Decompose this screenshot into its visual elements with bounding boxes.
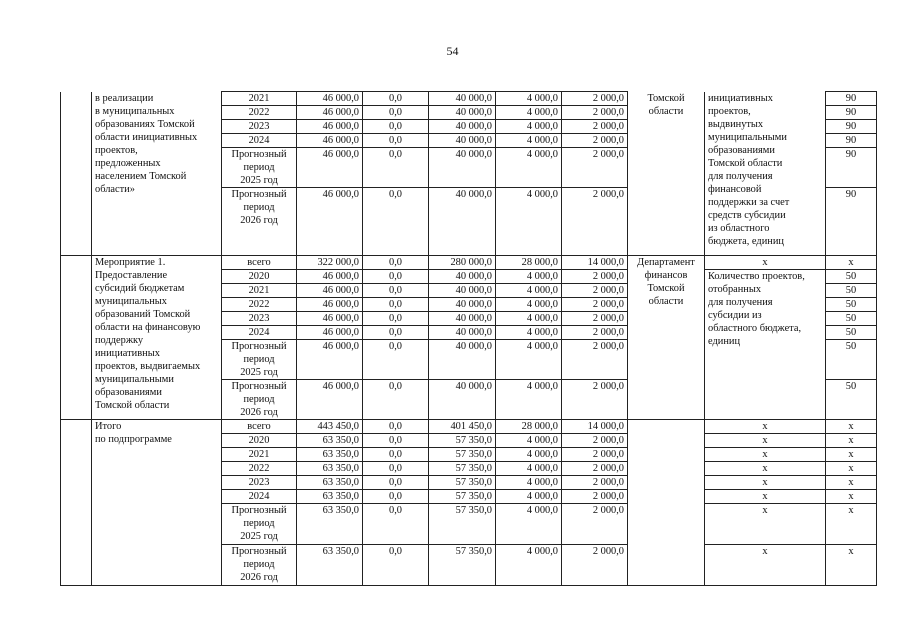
extra-cell: 14 000,0 bbox=[562, 256, 628, 270]
value-cell: 90 bbox=[826, 188, 877, 256]
total-cell: 63 350,0 bbox=[297, 434, 363, 448]
total-cell: 63 350,0 bbox=[297, 490, 363, 504]
year-cell: 2024 bbox=[222, 490, 297, 504]
value-cell: x bbox=[826, 420, 877, 434]
value-cell: x bbox=[826, 504, 877, 545]
reg-cell: 40 000,0 bbox=[429, 134, 496, 148]
mun-cell: 4 000,0 bbox=[496, 380, 562, 420]
budget-table bbox=[60, 91, 877, 586]
year-cell: Прогнозный период 2026 год bbox=[222, 545, 297, 586]
total-cell: 63 350,0 bbox=[297, 448, 363, 462]
total-cell: 46 000,0 bbox=[297, 298, 363, 312]
mun-cell: 4 000,0 bbox=[496, 448, 562, 462]
value-cell: 90 bbox=[826, 134, 877, 148]
extra-cell: 2 000,0 bbox=[562, 298, 628, 312]
extra-cell: 2 000,0 bbox=[562, 270, 628, 284]
mun-cell: 4 000,0 bbox=[496, 434, 562, 448]
mun-cell: 4 000,0 bbox=[496, 504, 562, 545]
extra-cell: 2 000,0 bbox=[562, 434, 628, 448]
value-cell: x bbox=[826, 448, 877, 462]
total-cell: 46 000,0 bbox=[297, 106, 363, 120]
indicator-cell: x bbox=[705, 448, 826, 462]
extra-cell: 2 000,0 bbox=[562, 462, 628, 476]
reg-cell: 40 000,0 bbox=[429, 380, 496, 420]
fed-cell: 0,0 bbox=[363, 545, 429, 586]
table-row bbox=[61, 92, 877, 106]
value-cell: x bbox=[826, 476, 877, 490]
total-cell: 63 350,0 bbox=[297, 545, 363, 586]
mun-cell: 4 000,0 bbox=[496, 106, 562, 120]
extra-cell: 2 000,0 bbox=[562, 476, 628, 490]
indicator-cell: x bbox=[705, 545, 826, 586]
mun-cell: 4 000,0 bbox=[496, 270, 562, 284]
fed-cell: 0,0 bbox=[363, 312, 429, 326]
fed-cell: 0,0 bbox=[363, 476, 429, 490]
fed-cell: 0,0 bbox=[363, 490, 429, 504]
total-cell: 443 450,0 bbox=[297, 420, 363, 434]
fed-cell: 0,0 bbox=[363, 120, 429, 134]
indicator-cell: x bbox=[705, 504, 826, 545]
total-cell: 63 350,0 bbox=[297, 462, 363, 476]
mun-cell: 4 000,0 bbox=[496, 462, 562, 476]
indicator-cell: x bbox=[705, 490, 826, 504]
extra-cell: 2 000,0 bbox=[562, 545, 628, 586]
value-cell: 90 bbox=[826, 148, 877, 188]
value-cell: x bbox=[826, 490, 877, 504]
value-cell: 90 bbox=[826, 120, 877, 134]
extra-cell: 2 000,0 bbox=[562, 92, 628, 106]
table-row bbox=[61, 256, 877, 270]
extra-cell: 2 000,0 bbox=[562, 106, 628, 120]
fed-cell: 0,0 bbox=[363, 106, 429, 120]
reg-cell: 40 000,0 bbox=[429, 188, 496, 256]
year-cell: Прогнозный период 2025 год bbox=[222, 504, 297, 545]
fed-cell: 0,0 bbox=[363, 380, 429, 420]
fed-cell: 0,0 bbox=[363, 284, 429, 298]
mun-cell: 4 000,0 bbox=[496, 148, 562, 188]
mun-cell: 4 000,0 bbox=[496, 326, 562, 340]
extra-cell: 2 000,0 bbox=[562, 284, 628, 298]
reg-cell: 401 450,0 bbox=[429, 420, 496, 434]
year-cell: 2021 bbox=[222, 448, 297, 462]
value-cell: 50 bbox=[826, 312, 877, 326]
mun-cell: 4 000,0 bbox=[496, 312, 562, 326]
reg-cell: 57 350,0 bbox=[429, 448, 496, 462]
year-cell: 2020 bbox=[222, 270, 297, 284]
fed-cell: 0,0 bbox=[363, 92, 429, 106]
reg-cell: 40 000,0 bbox=[429, 148, 496, 188]
reg-cell: 57 350,0 bbox=[429, 490, 496, 504]
indicator-cell: x bbox=[705, 420, 826, 434]
indicator-cell: x bbox=[705, 462, 826, 476]
value-cell: x bbox=[826, 434, 877, 448]
year-cell: 2024 bbox=[222, 134, 297, 148]
mun-cell: 4 000,0 bbox=[496, 134, 562, 148]
year-cell: 2022 bbox=[222, 298, 297, 312]
reg-cell: 57 350,0 bbox=[429, 462, 496, 476]
reg-cell: 40 000,0 bbox=[429, 106, 496, 120]
reg-cell: 280 000,0 bbox=[429, 256, 496, 270]
total-cell: 63 350,0 bbox=[297, 504, 363, 545]
total-cell: 46 000,0 bbox=[297, 312, 363, 326]
indicator-cell: x bbox=[705, 256, 826, 270]
number-cell bbox=[61, 92, 92, 256]
total-cell: 46 000,0 bbox=[297, 380, 363, 420]
mun-cell: 4 000,0 bbox=[496, 490, 562, 504]
mun-cell: 4 000,0 bbox=[496, 92, 562, 106]
mun-cell: 28 000,0 bbox=[496, 256, 562, 270]
extra-cell: 2 000,0 bbox=[562, 134, 628, 148]
indicator-cell: Количество проектов, отобранных для получения субсидии из областного бюджета, единиц bbox=[705, 270, 826, 420]
year-cell: 2024 bbox=[222, 326, 297, 340]
fed-cell: 0,0 bbox=[363, 448, 429, 462]
mun-cell: 4 000,0 bbox=[496, 284, 562, 298]
section-label: Итого по подпрограмме bbox=[92, 420, 222, 586]
year-cell: 2021 bbox=[222, 284, 297, 298]
table-row bbox=[61, 420, 877, 434]
extra-cell: 2 000,0 bbox=[562, 312, 628, 326]
reg-cell: 40 000,0 bbox=[429, 92, 496, 106]
page-number: 54 bbox=[446, 44, 459, 58]
total-cell: 63 350,0 bbox=[297, 476, 363, 490]
year-cell: Прогнозный период 2026 год bbox=[222, 188, 297, 256]
reg-cell: 57 350,0 bbox=[429, 504, 496, 545]
extra-cell: 2 000,0 bbox=[562, 326, 628, 340]
value-cell: x bbox=[826, 462, 877, 476]
number-cell bbox=[61, 420, 92, 586]
value-cell: x bbox=[826, 545, 877, 586]
fed-cell: 0,0 bbox=[363, 434, 429, 448]
reg-cell: 40 000,0 bbox=[429, 284, 496, 298]
value-cell: 90 bbox=[826, 106, 877, 120]
reg-cell: 40 000,0 bbox=[429, 340, 496, 380]
fed-cell: 0,0 bbox=[363, 270, 429, 284]
reg-cell: 57 350,0 bbox=[429, 545, 496, 586]
value-cell: 50 bbox=[826, 270, 877, 284]
year-cell: Прогнозный период 2026 год bbox=[222, 380, 297, 420]
total-cell: 46 000,0 bbox=[297, 340, 363, 380]
extra-cell: 2 000,0 bbox=[562, 448, 628, 462]
mun-cell: 28 000,0 bbox=[496, 420, 562, 434]
indicator-cell: x bbox=[705, 476, 826, 490]
value-cell: 50 bbox=[826, 298, 877, 312]
extra-cell: 2 000,0 bbox=[562, 490, 628, 504]
mun-cell: 4 000,0 bbox=[496, 120, 562, 134]
extra-cell: 2 000,0 bbox=[562, 188, 628, 256]
fed-cell: 0,0 bbox=[363, 462, 429, 476]
total-cell: 46 000,0 bbox=[297, 134, 363, 148]
total-cell: 46 000,0 bbox=[297, 148, 363, 188]
year-cell: 2023 bbox=[222, 312, 297, 326]
year-cell: всего bbox=[222, 256, 297, 270]
year-cell: 2020 bbox=[222, 434, 297, 448]
mun-cell: 4 000,0 bbox=[496, 545, 562, 586]
total-cell: 46 000,0 bbox=[297, 92, 363, 106]
fed-cell: 0,0 bbox=[363, 326, 429, 340]
extra-cell: 14 000,0 bbox=[562, 420, 628, 434]
value-cell: 50 bbox=[826, 284, 877, 298]
indicator-cell: инициативных проектов, выдвинутых муниципальными образованиями Томской области для получения финансовой поддержки за счет средств субсидии из областного бюджета, единиц bbox=[705, 92, 826, 256]
extra-cell: 2 000,0 bbox=[562, 380, 628, 420]
reg-cell: 40 000,0 bbox=[429, 298, 496, 312]
total-cell: 46 000,0 bbox=[297, 270, 363, 284]
value-cell: 50 bbox=[826, 380, 877, 420]
fed-cell: 0,0 bbox=[363, 188, 429, 256]
year-cell: 2022 bbox=[222, 106, 297, 120]
executor-cell: Томской области bbox=[628, 92, 705, 256]
reg-cell: 40 000,0 bbox=[429, 270, 496, 284]
reg-cell: 40 000,0 bbox=[429, 120, 496, 134]
mun-cell: 4 000,0 bbox=[496, 188, 562, 256]
value-cell: 50 bbox=[826, 340, 877, 380]
section-label: Мероприятие 1. Предоставление субсидий бюджетам муниципальных образований Томской области на финансовую поддержку инициативных проектов, выдвигаемых муниципальными образованиями Томской области bbox=[92, 256, 222, 420]
indicator-cell: x bbox=[705, 434, 826, 448]
mun-cell: 4 000,0 bbox=[496, 340, 562, 380]
extra-cell: 2 000,0 bbox=[562, 504, 628, 545]
reg-cell: 40 000,0 bbox=[429, 312, 496, 326]
fed-cell: 0,0 bbox=[363, 148, 429, 188]
year-cell: 2022 bbox=[222, 462, 297, 476]
value-cell: 50 bbox=[826, 326, 877, 340]
total-cell: 322 000,0 bbox=[297, 256, 363, 270]
year-cell: 2021 bbox=[222, 92, 297, 106]
fed-cell: 0,0 bbox=[363, 504, 429, 545]
reg-cell: 57 350,0 bbox=[429, 476, 496, 490]
mun-cell: 4 000,0 bbox=[496, 298, 562, 312]
reg-cell: 57 350,0 bbox=[429, 434, 496, 448]
value-cell: 90 bbox=[826, 92, 877, 106]
extra-cell: 2 000,0 bbox=[562, 340, 628, 380]
mun-cell: 4 000,0 bbox=[496, 476, 562, 490]
extra-cell: 2 000,0 bbox=[562, 120, 628, 134]
extra-cell: 2 000,0 bbox=[562, 148, 628, 188]
section-label: в реализации в муниципальных образованиях Томской области инициативных проектов, предложенных населением Томской области» bbox=[92, 92, 222, 256]
fed-cell: 0,0 bbox=[363, 256, 429, 270]
executor-cell: Департамент финансов Томской области bbox=[628, 256, 705, 420]
year-cell: Прогнозный период 2025 год bbox=[222, 148, 297, 188]
fed-cell: 0,0 bbox=[363, 298, 429, 312]
executor-cell bbox=[628, 420, 705, 586]
total-cell: 46 000,0 bbox=[297, 284, 363, 298]
fed-cell: 0,0 bbox=[363, 420, 429, 434]
value-cell: x bbox=[826, 256, 877, 270]
reg-cell: 40 000,0 bbox=[429, 326, 496, 340]
year-cell: всего bbox=[222, 420, 297, 434]
number-cell bbox=[61, 256, 92, 420]
fed-cell: 0,0 bbox=[363, 340, 429, 380]
fed-cell: 0,0 bbox=[363, 134, 429, 148]
total-cell: 46 000,0 bbox=[297, 120, 363, 134]
total-cell: 46 000,0 bbox=[297, 188, 363, 256]
total-cell: 46 000,0 bbox=[297, 326, 363, 340]
year-cell: 2023 bbox=[222, 476, 297, 490]
year-cell: 2023 bbox=[222, 120, 297, 134]
year-cell: Прогнозный период 2025 год bbox=[222, 340, 297, 380]
